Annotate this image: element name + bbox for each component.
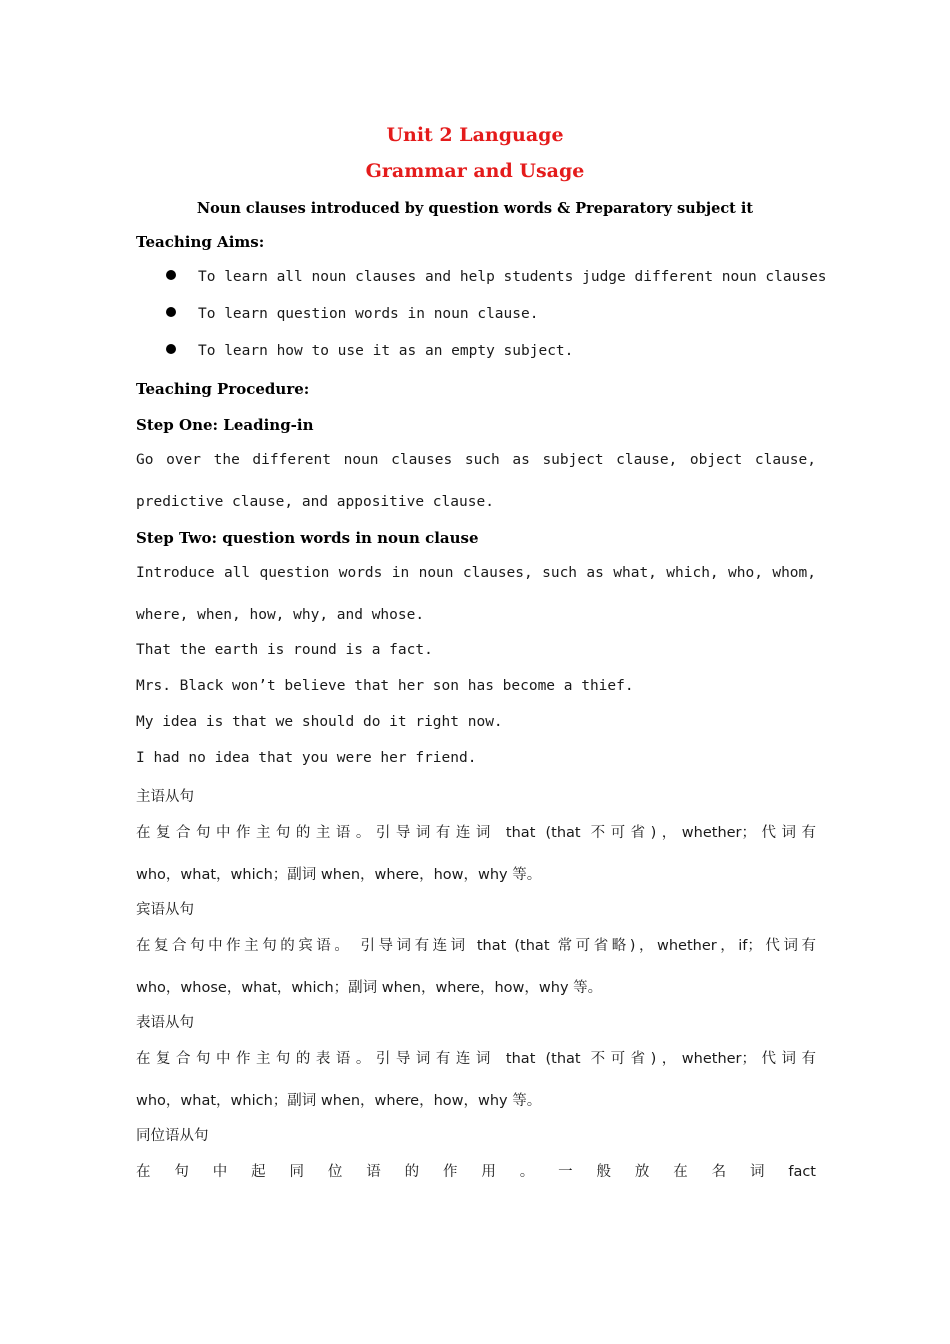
document-subtitle: Noun clauses introduced by question words & Preparatory subject it xyxy=(196,200,754,217)
example-sentence: That the earth is round is a fact. xyxy=(136,642,433,658)
clause-heading-predicative: 表语从句 xyxy=(136,1015,194,1031)
aim-item xyxy=(166,269,827,285)
clause-heading-appositive: 同位语从句 xyxy=(136,1128,209,1144)
aim-item-text: To learn question words in noun clause. xyxy=(198,306,539,322)
document-title-line2: Grammar and Usage xyxy=(365,160,585,182)
bullet-icon xyxy=(166,270,176,280)
clause-subject-line1: 在复合句中作主句的主语。引导词有连词 that (that 不可省)，whether；代词有 xyxy=(136,825,816,841)
example-sentence: I had no idea that you were her friend. xyxy=(136,750,477,766)
clause-appositive-line1: 在 句 中 起 同 位 语 的 作 用 。 一 般 放 在 名 词 fact xyxy=(136,1164,816,1180)
step-two-text-line1: Introduce all question words in noun clauses, such as what, which, who, whom, xyxy=(136,565,816,581)
example-sentence: Mrs. Black won’t believe that her son has become a thief. xyxy=(136,678,634,694)
clause-subject-line2: who，what，which；副词 when，where，how，why 等。 xyxy=(136,867,542,883)
bullet-icon xyxy=(166,307,176,317)
step-one-heading: Step One: Leading-in xyxy=(136,416,314,434)
clause-predicative-line1: 在复合句中作主句的表语。引导词有连词 that (that 不可省)，whether；代词有 xyxy=(136,1051,816,1067)
clause-heading-object: 宾语从句 xyxy=(136,902,194,918)
step-one-text-line1: Go over the different noun clauses such as subject clause, object clause, xyxy=(136,452,816,468)
clause-heading-subject: 主语从句 xyxy=(136,789,194,805)
step-two-heading: Step Two: question words in noun clause xyxy=(136,529,479,547)
step-two-text-line2: where, when, how, why, and whose. xyxy=(136,607,425,623)
clause-object-line1: 在复合句中作主句的宾语。 引导词有连词 that (that 常可省略)，whether，if；代词有 xyxy=(136,938,816,954)
aims-heading: Teaching Aims: xyxy=(136,233,265,251)
aim-item-text: To learn all noun clauses and help students judge different noun clauses xyxy=(198,269,827,285)
bullet-icon xyxy=(166,344,176,354)
procedure-heading: Teaching Procedure: xyxy=(136,380,310,398)
example-sentence: My idea is that we should do it right now. xyxy=(136,714,503,730)
clause-object-line2: who，whose，what，which；副词 when，where，how，why 等。 xyxy=(136,980,603,996)
step-one-text-line2: predictive clause, and appositive clause. xyxy=(136,494,494,510)
document-title-line1: Unit 2 Language xyxy=(386,124,564,146)
aim-item xyxy=(166,306,538,322)
aim-item xyxy=(166,343,573,359)
aim-item-text: To learn how to use it as an empty subject. xyxy=(198,343,574,359)
clause-predicative-line2: who，what，which；副词 when，where，how，why 等。 xyxy=(136,1093,542,1109)
